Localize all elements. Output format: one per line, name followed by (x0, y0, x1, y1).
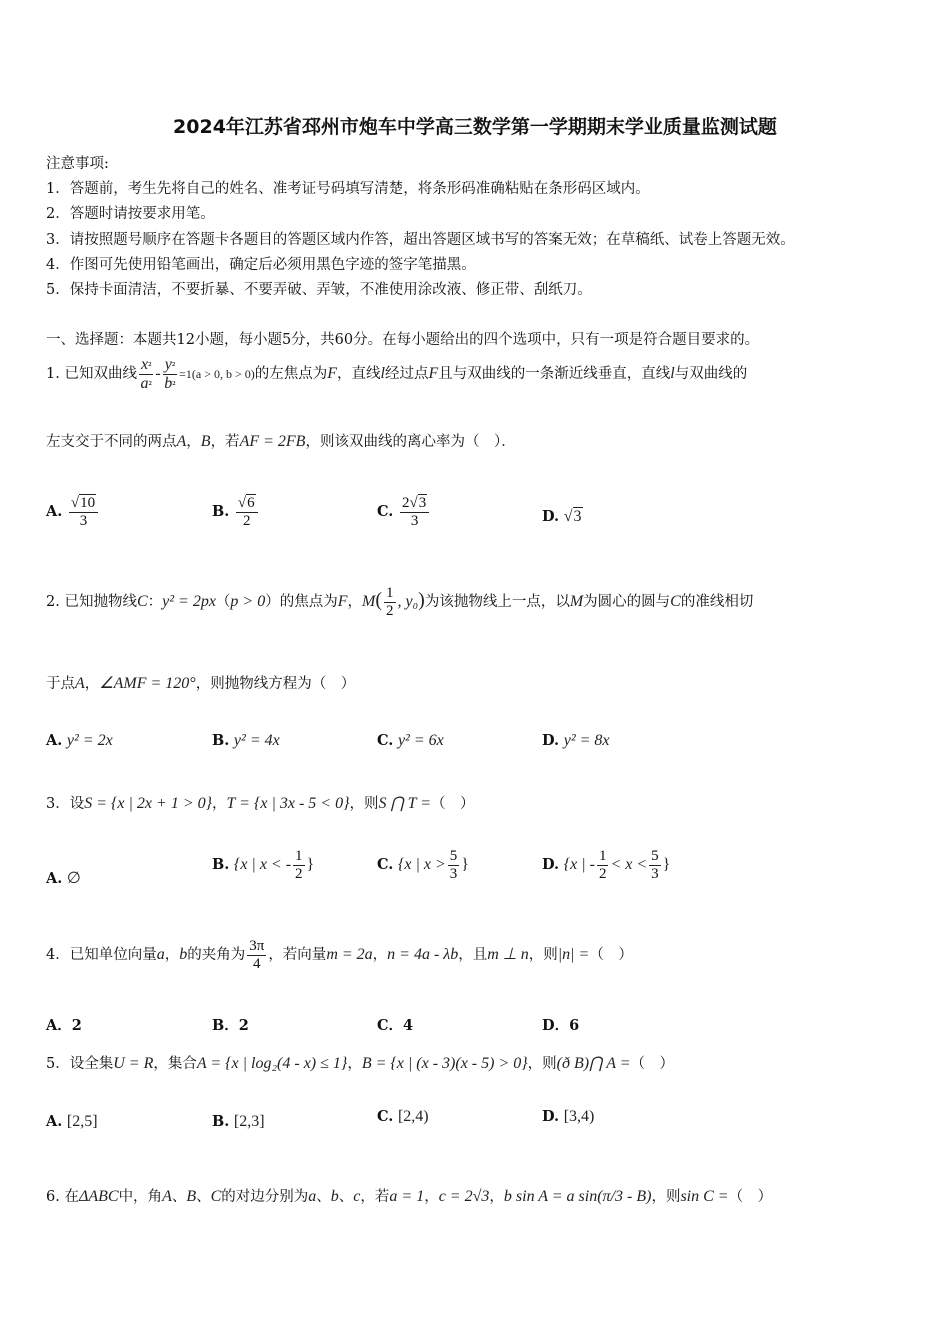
q2-comma-2: ， (84, 676, 100, 692)
question-3 (46, 792, 475, 813)
q5-option-d-value: [3,4) (563, 1108, 595, 1125)
q6-text-3: 的对边分别为 (221, 1189, 309, 1205)
q4-perp: m ⊥ n (487, 946, 529, 963)
q3-option-a-value: ∅ (66, 870, 81, 887)
q4-vector-b: b (179, 946, 188, 963)
option-label: C. (377, 856, 394, 873)
q6-side-b: b (330, 1188, 339, 1205)
option-label: A. (46, 870, 63, 887)
q2-option-d-value: y² = 8x (563, 732, 610, 749)
q5-universal-set: U = R (113, 1055, 154, 1072)
q2-point-A: A (75, 675, 85, 692)
q5-set-A: A = {x | log₂(4 - x) ≤ 1} (196, 1055, 348, 1072)
q6-text-4: ，若 (360, 1189, 390, 1205)
q3-comma: ， (212, 796, 227, 812)
q4-abs-n: |n| = (557, 946, 590, 963)
notice-item-4: 4．作图可先使用铅笔画出，确定后必须用黑色字迹的签字笔描黑。 (46, 257, 476, 273)
q3-text: 3．设 (46, 796, 85, 812)
q6-c-value: c = 2√3 (438, 1188, 490, 1205)
q6-side-a: a (308, 1188, 317, 1205)
q4-vector-n: n = 4a - λb (387, 946, 459, 963)
q2-y0: , y₀ (397, 593, 419, 610)
q1-var-l: l (380, 365, 385, 383)
q1-point-A: A (176, 433, 187, 450)
question-4 (46, 938, 633, 972)
q5-comma: ， (347, 1056, 362, 1072)
option-label: B. (212, 1113, 230, 1130)
q6-triangle: ΔABC (78, 1188, 119, 1205)
option-label: A. (46, 1113, 63, 1130)
q4-vector-a: a (156, 946, 165, 963)
q6-equation: b sin A = a sin(π/3 - B) (503, 1188, 652, 1205)
q2-point-M: M (362, 593, 376, 610)
q3-option-d[interactable]: D. {x | - $\frac{1}{2}$ < x < $\frac{5}{3}$ } (542, 848, 671, 882)
q1-text: 1. 已知双曲线 (46, 366, 137, 383)
q3-option-b[interactable]: B. {x | x < - $\frac{1}{2}$ } (212, 848, 315, 882)
q4-text-5: ，则 (528, 947, 558, 963)
option-label: C. (377, 1108, 394, 1125)
q1-point-B: B (200, 433, 211, 450)
q6-text-2: 中，角 (118, 1189, 163, 1205)
q1-text-5: 且与双曲线的一条渐近线垂直，直线 (438, 366, 671, 383)
section-heading: 一、选择题：本题共12小题，每小题5分，共60分。在每小题给出的四个选项中，只有一项是符合题目要求的。 (46, 332, 760, 348)
option-label: B. (212, 856, 230, 873)
option-label: A. (46, 732, 63, 749)
q1-text-8: ，若 (210, 434, 240, 450)
q6-angle-C: C (210, 1188, 222, 1205)
q6-text: 6. 在 (46, 1189, 79, 1205)
q1-option-a[interactable] (46, 495, 100, 529)
q2-condition: p > 0 (230, 593, 266, 610)
q6-paren: （ ） (728, 1189, 773, 1205)
q6-side-c: c (353, 1188, 361, 1205)
q2-text-6: 于点 (46, 676, 75, 692)
q1-var-F: F (327, 365, 338, 383)
q3-option-b-value: {x | x < - (233, 856, 292, 873)
q2-var-F: F (337, 593, 348, 610)
q1-option-b-value: $\frac{√6}{2}$ (236, 495, 258, 529)
q3-option-c[interactable]: C. {x | x > $\frac{5}{3}$ } (377, 848, 469, 882)
option-label: A. (46, 503, 63, 520)
q4-paren: （ ） (589, 947, 633, 963)
page-title: 2024年江苏省邳州市炮车中学高三数学第一学期期末学业质量监测试题 (173, 116, 777, 138)
q2-angle: ∠AMF = 120° (99, 675, 196, 692)
q1-option-b[interactable] (212, 495, 260, 529)
question-1-line-2 (46, 430, 516, 451)
q5-text-2: ，集合 (153, 1056, 197, 1072)
q1-option-c[interactable] (377, 495, 431, 529)
q4-text-3: ，若向量 (268, 947, 327, 963)
q2-option-c-value: y² = 6x (397, 732, 444, 749)
notice-item-2: 2．答题时请按要求用笔。 (46, 206, 215, 222)
q3-expression: S ⋂ T = (378, 795, 431, 812)
option-label: C. (377, 503, 394, 520)
q1-text-6: 与双曲线的 (674, 366, 748, 383)
q5-option-b[interactable] (212, 1113, 265, 1131)
q3-set-T: T = {x | 3x - 5 < 0} (226, 795, 350, 812)
q4-option-c[interactable]: C．4 (377, 1017, 414, 1034)
q2-option-a-value: y² = 2x (66, 732, 113, 749)
q1-text-4: 经过点 (384, 366, 429, 383)
q4-option-d[interactable]: D．6 (542, 1017, 580, 1034)
notice-heading: 注意事项: (46, 156, 109, 172)
q1-option-d-value: √3 (563, 508, 582, 525)
q5-text: 5．设全集 (46, 1056, 114, 1072)
option-label: B. (212, 732, 230, 749)
option-label: D. (542, 732, 560, 749)
question-6: 6. 在ΔABC中，角A、B、C的对边分别为a、b、c，若a = 1，c = 2√3，b sin A = a sin(π/3 - B)，则sin C =（ ） (46, 1188, 773, 1205)
q2-option-b-value: y² = 4x (233, 732, 280, 749)
q3-option-a[interactable] (46, 868, 81, 888)
q2-option-a[interactable] (46, 732, 113, 750)
q2-text: 2. 已知抛物线 (46, 594, 137, 610)
q2-var-C: C (136, 593, 148, 610)
q1-var-l-2: l (670, 365, 675, 383)
notice-item-1: 1．答题前，考生先将自己的姓名、准考证号码填写清楚，将条形码准确粘贴在条形码区域内。 (46, 181, 650, 197)
q3-paren: （ ） (431, 796, 475, 812)
q2-comma: ， (347, 594, 362, 610)
q2-option-b[interactable] (212, 732, 280, 750)
q5-expression: (ð B)⋂ A = (556, 1055, 631, 1072)
q1-option-a-value: $\frac{√10}{3}$ (69, 495, 98, 529)
option-label: D. (542, 508, 560, 525)
q1-text-7: 左支交于不同的两点 (46, 434, 177, 450)
q2-text-2: ）的焦点为 (265, 594, 338, 610)
q2-equation: y² = 2px (162, 593, 216, 610)
q2-text-4: 为圆心的圆与 (583, 594, 671, 610)
q3-option-d-value: {x | - (563, 856, 595, 873)
question-5 (46, 1052, 674, 1073)
q1-var-F-2: F (428, 365, 439, 383)
q5-option-b-value: [2,3] (233, 1113, 265, 1130)
q1-condition: AF = 2FB (239, 433, 306, 450)
q1-text-2: 的左焦点为 (254, 366, 328, 383)
q5-text-3: ，则 (527, 1056, 557, 1072)
option-label: B. (212, 503, 230, 520)
q2-text-5: 的准线相切 (680, 594, 754, 610)
q4-option-a[interactable]: A．2 (46, 1017, 82, 1034)
option-label: C. (377, 732, 394, 749)
q3-option-c-value: {x | x > (397, 856, 446, 873)
question-2-line-2 (46, 672, 355, 693)
q1-option-d[interactable] (542, 508, 583, 526)
notice-item-3: 3．请按照题号顺序在答题卡各题目的答题区域内作答，超出答题区域书写的答案无效；在草稿纸、试卷上答题无效。 (46, 232, 795, 248)
question-1-line-1: 1. 已知双曲线 $\frac{\text{x²}}{\text{a²}}$ - $\frac{\text{y²}}{\text{b²}}$ =1(a > 0, b > 0)的左焦点为F，直线l经过点F且与双曲线的一条渐近线垂直，直线l与双曲线的 (46, 356, 748, 392)
q4-text-2: 的夹角为 (187, 947, 246, 963)
q6-text-5: ，则 (651, 1189, 681, 1205)
q4-text: 4．已知单位向量 (46, 947, 157, 963)
q6-angle-B: B (186, 1188, 197, 1205)
q5-set-B: B = {x | (x - 3)(x - 5) > 0} (361, 1055, 528, 1072)
q5-option-d[interactable] (542, 1108, 594, 1126)
q3-text-2: ，则 (349, 796, 379, 812)
q2-var-M: M (569, 593, 584, 610)
q5-option-a-value: [2,5] (66, 1113, 98, 1130)
q1-comma: ， (186, 434, 201, 450)
q4-text-4: ，且 (458, 947, 488, 963)
q1-text-9: ，则该双曲线的离心率为（ ）． (305, 434, 516, 450)
q2-colon: ： (147, 594, 163, 610)
notice-item-5: 5．保持卡面清洁，不要折暴、不要弄破、弄皱，不准使用涂改液、修正带、刮纸刀。 (46, 282, 592, 298)
q2-option-d[interactable] (542, 732, 610, 750)
q2-var-C-2: C (670, 593, 681, 610)
q4-angle: $\frac{3\pi}{4}$ (249, 938, 265, 972)
q2-option-c[interactable] (377, 732, 444, 750)
option-label: D. (542, 1108, 560, 1125)
q5-option-c[interactable] (377, 1108, 429, 1126)
q4-comma-2: ， (372, 947, 388, 963)
q6-angle-A: A (162, 1188, 172, 1205)
q6-a-value: a = 1 (389, 1188, 425, 1205)
q5-paren: （ ） (630, 1056, 674, 1072)
question-2-line-1: 2. 已知抛物线C：y² = 2px（p > 0）的焦点为F，M( $\frac{1}{2}$ , y₀)为该抛物线上一点，以M为圆心的圆与C的准线相切 (46, 585, 754, 619)
q3-set-S: S = {x | 2x + 1 > 0} (84, 795, 213, 812)
q5-option-c-value: [2,4) (397, 1108, 429, 1125)
q4-option-b[interactable]: B．2 (212, 1017, 249, 1034)
q1-equation: =1(a > 0, b > 0) (179, 367, 255, 382)
q2-text-3: 为该抛物线上一点，以 (424, 594, 570, 610)
q6-sinC: sin C = (680, 1188, 729, 1205)
q1-text-3: ，直线 (337, 366, 381, 383)
q5-option-a[interactable] (46, 1113, 98, 1131)
q1-y2-over-b2: $\frac{\text{y²}}{\text{b²}}$ (164, 356, 176, 392)
q2-paren: （ (215, 594, 231, 610)
q2-text-7: ，则抛物线方程为（ ） (195, 676, 356, 692)
q1-option-c-value: $\frac{2√3}{3}$ (400, 495, 429, 529)
option-label: D. (542, 856, 560, 873)
q2-half: $\frac{1}{2}$ (386, 585, 394, 619)
q4-comma: ， (164, 947, 180, 963)
q4-vector-m: m = 2a (326, 946, 373, 963)
q1-x2-over-a2: $\frac{\text{x²}}{\text{a²}}$ (140, 356, 152, 392)
